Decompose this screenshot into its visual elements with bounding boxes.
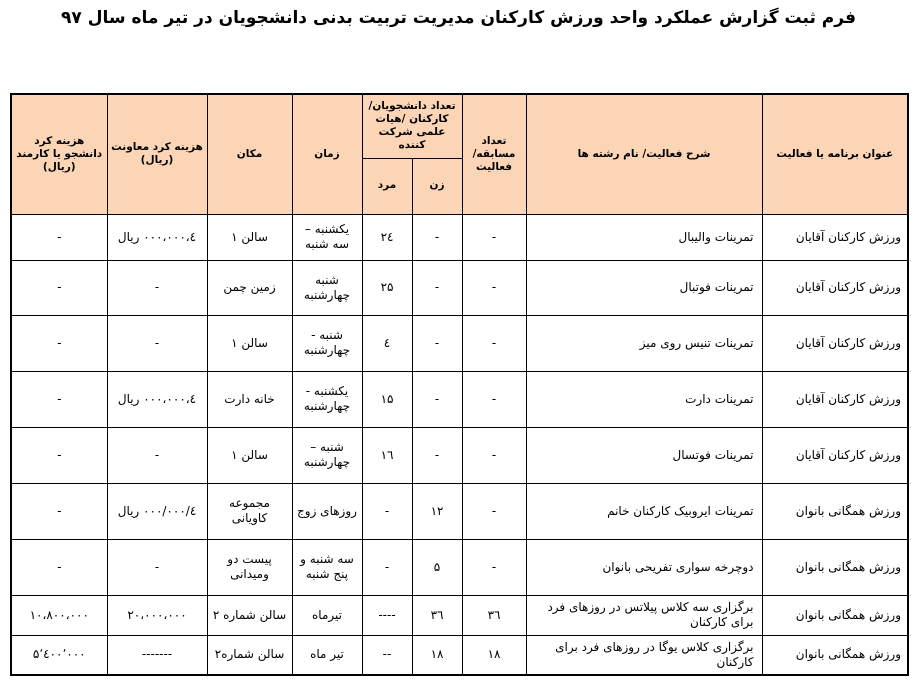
table-row bbox=[11, 635, 908, 675]
row-time: یکشنبه - چهارشنبه bbox=[292, 371, 362, 427]
row-count: ۱۸ bbox=[462, 635, 526, 675]
row-deputy-cost: - bbox=[107, 315, 207, 371]
row-female: - bbox=[412, 427, 462, 483]
row-time: شنبه - چهارشنبه bbox=[292, 315, 362, 371]
row-student-cost: ۵٬٤۰۰٬۰۰۰ bbox=[11, 635, 107, 675]
row-title: ورزش کارکنان آقایان bbox=[762, 371, 908, 427]
row-description: تمرینات والیبال bbox=[526, 214, 762, 260]
row-count: - bbox=[462, 539, 526, 595]
row-count: - bbox=[462, 371, 526, 427]
row-student-cost: - bbox=[11, 483, 107, 539]
table-row bbox=[11, 260, 908, 315]
row-deputy-cost: - bbox=[107, 427, 207, 483]
row-student-cost: - bbox=[11, 315, 107, 371]
row-male: -- bbox=[362, 635, 412, 675]
row-title: ورزش کارکنان آقایان bbox=[762, 315, 908, 371]
row-place: سالن ۱ bbox=[207, 315, 292, 371]
row-time: روزهای زوج bbox=[292, 483, 362, 539]
row-title: ورزش کارکنان آقایان bbox=[762, 427, 908, 483]
row-description: تمرینات دارت bbox=[526, 371, 762, 427]
header-student-cost: هزینه کرد دانشجو یا کارمند (ریال) bbox=[11, 94, 107, 214]
row-title: ورزش همگانی بانوان bbox=[762, 483, 908, 539]
row-count: ۳٦ bbox=[462, 595, 526, 635]
row-student-cost: - bbox=[11, 214, 107, 260]
table-row bbox=[11, 483, 908, 539]
row-male: ۲٤ bbox=[362, 214, 412, 260]
row-description: دوچرخه سواری تفریحی بانوان bbox=[526, 539, 762, 595]
header-male: مرد bbox=[362, 158, 412, 214]
row-time: شنبه چهارشنبه bbox=[292, 260, 362, 315]
row-male: - bbox=[362, 483, 412, 539]
row-time: سه شنبه و پنج شنبه bbox=[292, 539, 362, 595]
row-male: ۲۵ bbox=[362, 260, 412, 315]
row-student-cost: - bbox=[11, 427, 107, 483]
row-male: ---- bbox=[362, 595, 412, 635]
row-female: ۳٦ bbox=[412, 595, 462, 635]
row-place: خانه دارت bbox=[207, 371, 292, 427]
header-female: زن bbox=[412, 158, 462, 214]
row-count: - bbox=[462, 427, 526, 483]
row-title: ورزش همگانی بانوان bbox=[762, 635, 908, 675]
row-count: - bbox=[462, 214, 526, 260]
page-title: فرم ثبت گزارش عملکرد واحد ورزش کارکنان مدیریت تربیت بدنی دانشجویان در تیر ماه سال ۹۷ bbox=[61, 8, 856, 28]
row-place: پیست دو ومیدانی bbox=[207, 539, 292, 595]
row-student-cost: - bbox=[11, 371, 107, 427]
row-place: زمین چمن bbox=[207, 260, 292, 315]
row-male: ۱٦ bbox=[362, 427, 412, 483]
row-count: - bbox=[462, 483, 526, 539]
row-female: - bbox=[412, 371, 462, 427]
row-female: ۵ bbox=[412, 539, 462, 595]
row-place: سالن شماره۲ bbox=[207, 635, 292, 675]
row-time: تیر ماه bbox=[292, 635, 362, 675]
row-female: - bbox=[412, 260, 462, 315]
table-row bbox=[11, 214, 908, 260]
row-female: ۱۲ bbox=[412, 483, 462, 539]
row-male: - bbox=[362, 539, 412, 595]
row-deputy-cost: ۲۰،۰۰۰،۰۰۰ bbox=[107, 595, 207, 635]
row-description: برگزاری کلاس یوگا در روزهای فرد برای کارکنان bbox=[526, 635, 762, 675]
row-female: - bbox=[412, 315, 462, 371]
row-place: مجموعه کاویانی bbox=[207, 483, 292, 539]
row-description: تمرینات ایروبیک کارکنان خانم bbox=[526, 483, 762, 539]
row-title: ورزش کارکنان آقایان bbox=[762, 214, 908, 260]
row-student-cost: ۱۰،۸۰۰،۰۰۰ bbox=[11, 595, 107, 635]
row-count: - bbox=[462, 315, 526, 371]
table-row bbox=[11, 427, 908, 483]
row-title: ورزش همگانی بانوان bbox=[762, 539, 908, 595]
table-row bbox=[11, 371, 908, 427]
row-title: ورزش همگانی بانوان bbox=[762, 595, 908, 635]
row-male: ۱۵ bbox=[362, 371, 412, 427]
row-description: برگزاری سه کلاس پیلاتس در روزهای فرد برای کارکنان bbox=[526, 595, 762, 635]
row-place: سالن ۱ bbox=[207, 427, 292, 483]
header-description: شرح فعالیت/ نام رشته ها bbox=[526, 94, 762, 214]
row-count: - bbox=[462, 260, 526, 315]
header-participants: تعداد دانشجویان/ کارکنان /هیات علمی شرکت کننده bbox=[362, 94, 462, 158]
row-deputy-cost: ٤،۰۰۰،۰۰۰ ریال bbox=[107, 371, 207, 427]
table-row bbox=[11, 315, 908, 371]
row-time: یکشنبه – سه شنبه bbox=[292, 214, 362, 260]
row-place: سالن شماره ۲ bbox=[207, 595, 292, 635]
row-title: ورزش کارکنان آقایان bbox=[762, 260, 908, 315]
table-row bbox=[11, 539, 908, 595]
row-time: شنبه – چهارشنبه bbox=[292, 427, 362, 483]
row-deputy-cost: ٤،۰۰۰،۰۰۰ ریال bbox=[107, 214, 207, 260]
header-time: زمان bbox=[292, 94, 362, 214]
row-deputy-cost: ٤/۰۰۰/۰۰۰ ریال bbox=[107, 483, 207, 539]
table-row bbox=[11, 595, 908, 635]
row-description: تمرینات فوتبال bbox=[526, 260, 762, 315]
report-table bbox=[10, 93, 909, 676]
header-program-title: عنوان برنامه یا فعالیت bbox=[762, 94, 908, 214]
row-female: - bbox=[412, 214, 462, 260]
header-count: تعداد مسابقه/ فعالیت bbox=[462, 94, 526, 214]
row-description: تمرینات تنیس روی میز bbox=[526, 315, 762, 371]
row-place: سالن ۱ bbox=[207, 214, 292, 260]
row-student-cost: - bbox=[11, 539, 107, 595]
header-deputy-cost: هزینه کرد معاونت (ریال) bbox=[107, 94, 207, 214]
row-deputy-cost: ------- bbox=[107, 635, 207, 675]
row-deputy-cost: - bbox=[107, 260, 207, 315]
row-time: تیرماه bbox=[292, 595, 362, 635]
row-female: ۱۸ bbox=[412, 635, 462, 675]
row-description: تمرینات فوتسال bbox=[526, 427, 762, 483]
header-place: مکان bbox=[207, 94, 292, 214]
row-student-cost: - bbox=[11, 260, 107, 315]
row-male: ٤ bbox=[362, 315, 412, 371]
row-deputy-cost: - bbox=[107, 539, 207, 595]
